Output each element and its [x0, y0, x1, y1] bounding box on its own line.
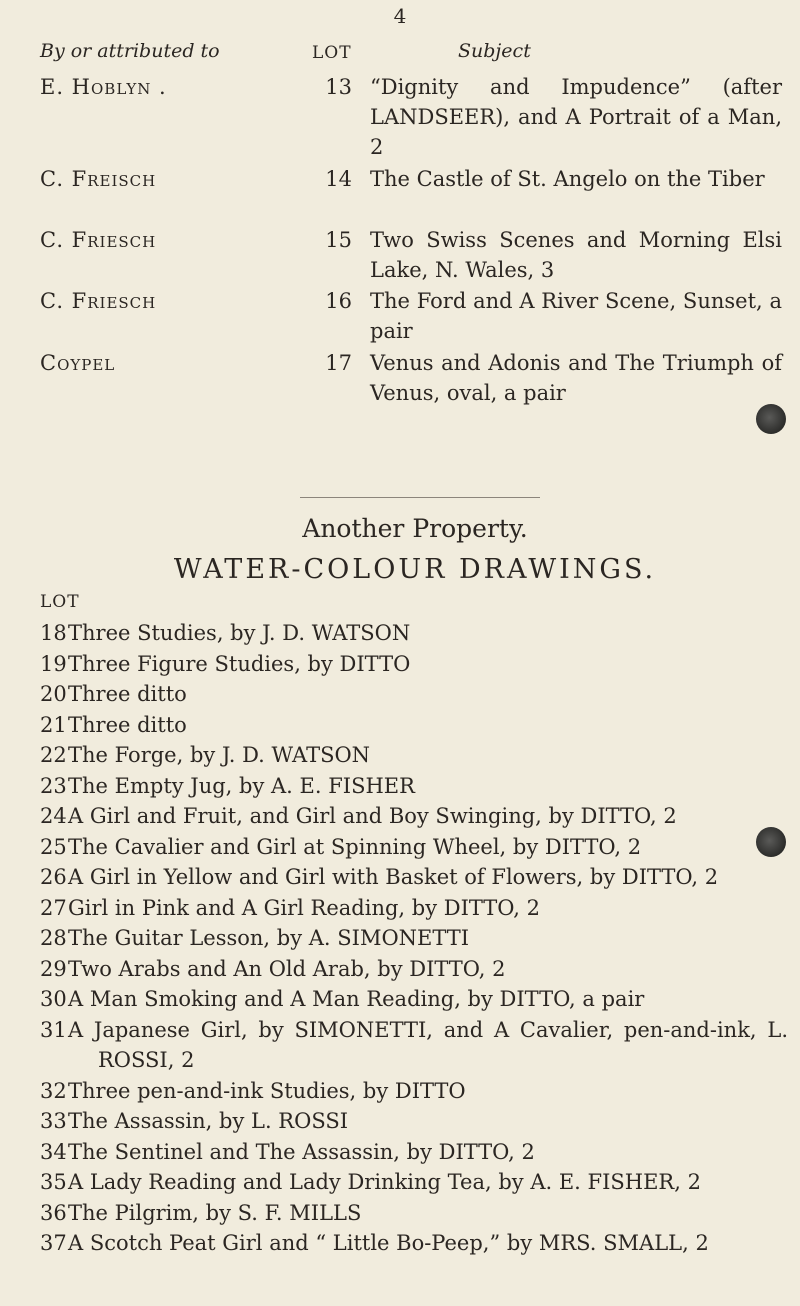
binding-hole [756, 827, 786, 857]
lot-number: 28 [40, 926, 67, 950]
artist-name: Coypel [40, 351, 116, 375]
list-item [0, 1198, 800, 1229]
lot-description: The Guitar Lesson, by A. SIMONETTI [68, 926, 470, 950]
lot-number: 14 [325, 167, 352, 191]
binding-hole [756, 404, 786, 434]
lot-number: 29 [40, 956, 67, 981]
list-item [0, 984, 800, 1015]
lot-number: 30 [40, 987, 67, 1011]
section-divider [300, 497, 540, 498]
list-item [0, 893, 800, 924]
lot-number: 16 [325, 289, 352, 313]
list-item [0, 740, 800, 771]
list-item [0, 923, 800, 954]
lot-description: The Cavalier and Girl at Spinning Wheel, by DITTO, 2 [68, 834, 642, 859]
list-item [0, 1137, 800, 1168]
lot-description: Girl in Pink and A Girl Reading, by DITTO, 2 [68, 895, 540, 920]
list-item [0, 801, 800, 832]
lot-number: 37 [40, 1231, 67, 1255]
lot-number: 13 [325, 75, 352, 99]
lot-subject: The Ford and A River Scene, Sunset, a pair [370, 289, 782, 343]
lot-description: Three pen-and-ink Studies, by DITTO [68, 1078, 466, 1103]
lot-number: 21 [40, 712, 67, 737]
list-item [0, 1015, 800, 1076]
lot-subject: The Castle of St. Angelo on the Tiber [370, 167, 765, 191]
property-heading: Another Property. [302, 514, 528, 543]
lot-subject: Venus and Adonis and The Triumph of Venus, oval, a pair [370, 351, 782, 405]
lot-subject: “Dignity and Impudence” (after LANDSEER), and A Portrait of a Man, 2 [370, 75, 782, 159]
list-item [0, 1228, 800, 1259]
list-item [0, 618, 800, 649]
lot-number: 25 [40, 834, 67, 859]
list-item [0, 1106, 800, 1137]
lot-description: Three ditto [68, 712, 187, 737]
section-title: WATER-COLOUR DRAWINGS. [173, 554, 657, 585]
artist-name: C. Freisch [40, 167, 157, 191]
page-number: 4 [393, 4, 407, 28]
artist-name: C. Friesch [40, 228, 157, 252]
list-item [0, 710, 800, 741]
lot-description: A Scotch Peat Girl and “ Little Bo-Peep,” by MRS. SMALL, 2 [68, 1231, 709, 1255]
lot-description: The Forge, by J. D. WATSON [68, 743, 371, 767]
artist-column-header: By or attributed to [40, 40, 220, 62]
lot-subject: Two Swiss Scenes and Morning Elsi Lake, N. Wales, 3 [370, 228, 782, 282]
lot-number: 15 [325, 228, 352, 252]
list-item [0, 771, 800, 802]
lot-number: 35 [40, 1170, 67, 1194]
list-item [0, 954, 800, 985]
lot-number: 26 [40, 865, 67, 889]
lot-description: The Assassin, by L. ROSSI [68, 1109, 349, 1133]
lot-number: 36 [40, 1200, 67, 1225]
lot-description: A Man Smoking and A Man Reading, by DITTO, a pair [68, 987, 645, 1011]
artist-name: C. Friesch [40, 289, 157, 313]
lot-description: A Girl in Yellow and Girl with Basket of Flowers, by DITTO, 2 [68, 865, 719, 889]
list-item [0, 1167, 800, 1198]
lot-number: 33 [40, 1109, 67, 1133]
lot-number: 20 [40, 682, 67, 706]
lot-description: Two Arabs and An Old Arab, by DITTO, 2 [68, 956, 506, 981]
list-item [0, 679, 800, 710]
subject-column-header: Subject [458, 40, 531, 62]
lot-number: 31 [40, 1017, 67, 1042]
lot-number: 18 [40, 621, 67, 645]
lot-list [0, 618, 800, 1259]
lot-description: Three Studies, by J. D. WATSON [68, 621, 411, 645]
lot-number: 24 [40, 804, 67, 828]
lot-column-label: LOT [40, 592, 80, 612]
lot-description: Three ditto [68, 682, 187, 706]
lot-description: Three Figure Studies, by DITTO [68, 651, 411, 676]
lot-number: 27 [40, 895, 67, 920]
lot-description: A Japanese Girl, by SIMONETTI, and A Cavalier, pen-and-ink, L. ROSSI, 2 [68, 1017, 788, 1072]
list-item [0, 832, 800, 863]
lot-description: The Empty Jug, by A. E. FISHER [68, 773, 415, 798]
lot-number: 17 [325, 351, 352, 375]
list-item [0, 1076, 800, 1107]
lot-column-header: LOT [312, 43, 352, 63]
list-item [0, 649, 800, 680]
lot-number: 34 [40, 1139, 67, 1164]
lot-number: 22 [40, 743, 67, 767]
lot-description: The Sentinel and The Assassin, by DITTO, 2 [68, 1139, 535, 1164]
artist-name: E. Hoblyn . [40, 75, 167, 99]
lot-number: 32 [40, 1078, 67, 1103]
lot-description: The Pilgrim, by S. F. MILLS [68, 1200, 362, 1225]
lot-description: A Girl and Fruit, and Girl and Boy Swinging, by DITTO, 2 [68, 804, 677, 828]
lot-number: 19 [40, 651, 67, 676]
lot-number: 23 [40, 773, 67, 798]
lot-description: A Lady Reading and Lady Drinking Tea, by A. E. FISHER, 2 [68, 1170, 701, 1194]
list-item [0, 862, 800, 893]
